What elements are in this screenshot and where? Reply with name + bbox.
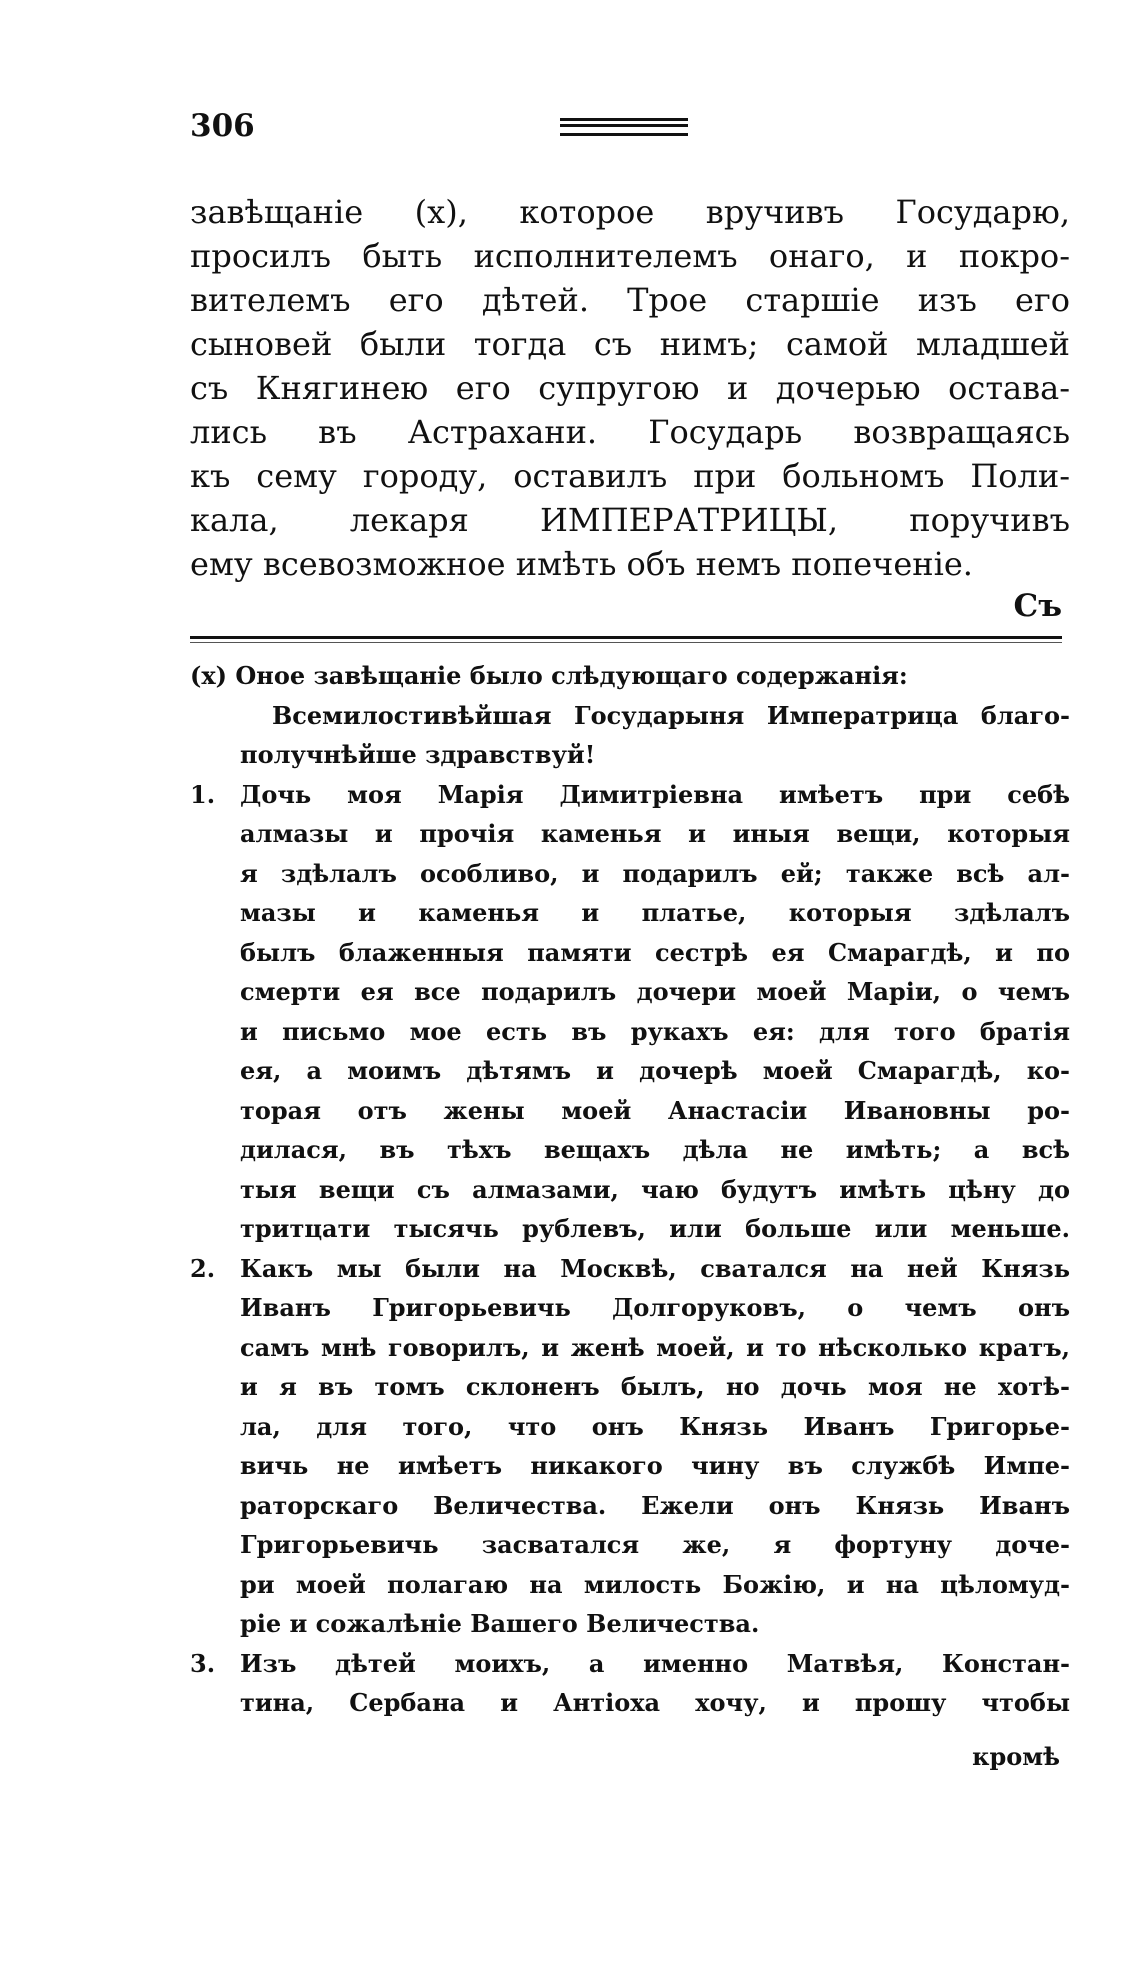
item-line: ла, для того, что онъ Князь Иванъ Григорье- xyxy=(240,1411,1070,1441)
header-ornament-rule xyxy=(560,118,688,136)
catchword: Съ xyxy=(1013,588,1062,624)
item-line: рiе и сожалѣнiе Вашего Величества. xyxy=(240,1609,760,1638)
item-line: тыя вещи съ алмазами, чаю будутъ имѣть цѣну до xyxy=(240,1174,1070,1204)
page-number: 306 xyxy=(190,108,255,144)
item-line: дилася, въ тѣхъ вещахъ дѣла не имѣть; а всѣ xyxy=(240,1135,1070,1164)
item-line: тина, Сербана и Антiоха хочу, и прошу чтобы xyxy=(240,1688,1070,1717)
item-line: Григорьевичь засватался же, я фортуну доче- xyxy=(240,1530,1070,1559)
item-number: 3. xyxy=(190,1648,216,1678)
main-text-line: сыновей были тогда съ нимъ; самой младшей xyxy=(190,325,1070,363)
item-line: Изъ дѣтей моихъ, а именно Матвѣя, Констан- xyxy=(240,1648,1070,1678)
footnote-intro-line: Всемилостивѣйшая Государыня Императрица благо- xyxy=(272,700,1070,730)
item-number: 1. xyxy=(190,779,216,809)
item-number: 2. xyxy=(190,1253,216,1283)
item-line: Дочь моя Марiя Димитрiевна имѣетъ при себѣ xyxy=(240,779,1070,809)
item-line: смерти ея все подарилъ дочери моей Марiи, о чемъ xyxy=(240,977,1070,1006)
main-text xyxy=(190,190,1070,586)
main-text-line: просилъ быть исполнителемъ онаго, и покро- xyxy=(190,237,1070,275)
item-line: и письмо мое есть въ рукахъ ея: для того братiя xyxy=(240,1016,1070,1046)
footnote-item-1 xyxy=(190,775,1070,1249)
item-line: Иванъ Григорьевичь Долгоруковъ, о чемъ онъ xyxy=(240,1293,1070,1322)
bottom-catchword: кромѣ xyxy=(972,1742,1060,1771)
item-line: самъ мнѣ говорилъ, и женѣ моей, и то нѣсколько кратъ, xyxy=(240,1332,1070,1362)
item-line: былъ блаженныя памяти сестрѣ ея Смарагдѣ, и по xyxy=(240,937,1070,967)
footnote-intro-line: (x) Оное завѣщанiе было слѣдующаго содержанiя: xyxy=(190,661,908,690)
main-text-line: съ Княгинею его супругою и дочерью остава- xyxy=(190,369,1070,407)
footnote-separator-rule xyxy=(190,636,1062,639)
main-text-line: вителемъ его дѣтей. Трое старшiе изъ его xyxy=(190,281,1070,319)
item-line: и я въ томъ склоненъ былъ, но дочь моя не хотѣ- xyxy=(240,1372,1070,1401)
item-line: ея, а моимъ дѣтямъ и дочерѣ моей Смарагдѣ, ко- xyxy=(240,1056,1070,1085)
item-line: тритцати тысячь рублевъ, или больше или меньше. xyxy=(240,1214,1070,1243)
item-line: вичь не имѣетъ никакого чину въ службѣ Импе- xyxy=(240,1451,1070,1480)
item-line: Какъ мы были на Москвѣ, сватался на ней Князь xyxy=(240,1253,1070,1283)
footnote xyxy=(190,656,1070,1723)
item-line: раторскаго Величества. Ежели онъ Князь Иванъ xyxy=(240,1490,1070,1520)
item-line: ри моей полагаю на милость Божiю, и на цѣломуд- xyxy=(240,1569,1070,1599)
item-line: торая отъ жены моей Анастасiи Ивановны ро- xyxy=(240,1095,1070,1125)
main-text-line: къ сему городу, оставилъ при больномъ Поли- xyxy=(190,457,1070,495)
main-text-line: завѣщанiе (x), которое вручивъ Государю, xyxy=(190,193,1070,231)
footnote-item-3 xyxy=(190,1644,1070,1723)
item-line: мазы и каменья и платье, которыя здѣлалъ xyxy=(240,898,1070,927)
item-line: я здѣлалъ особливо, и подарилъ ей; также всѣ ал- xyxy=(240,858,1070,888)
footnote-item-2 xyxy=(190,1249,1070,1644)
main-text-line: лись въ Астрахани. Государь возвращаясь xyxy=(190,413,1070,451)
main-text-line: кала, лекаря ИМПЕРАТРИЦЫ, поручивъ xyxy=(190,501,1070,539)
item-line: алмазы и прочiя каменья и иныя вещи, которыя xyxy=(240,819,1070,848)
footnote-intro-line: получнѣйше здравствуй! xyxy=(240,740,596,769)
main-text-line: ему всевозможное имѣть объ немъ попеченiе. xyxy=(190,545,973,583)
